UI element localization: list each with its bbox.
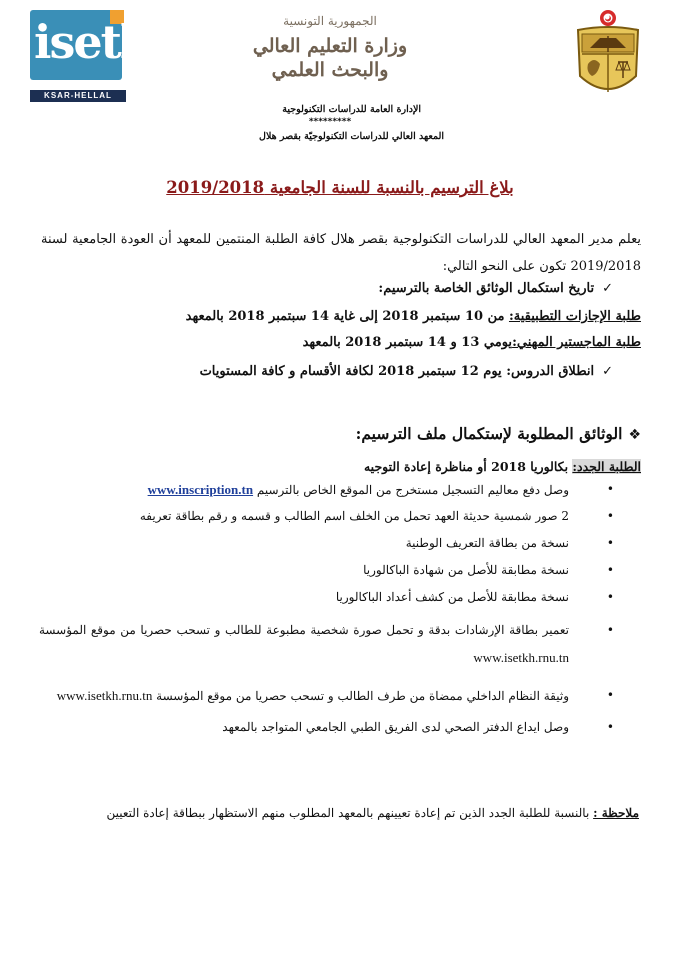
new-students-line: [364, 459, 641, 474]
institute-url[interactable]: www.isetkh.rnu.tn: [473, 650, 569, 665]
check-icon: ✓: [602, 281, 613, 296]
documents-heading-text: الوثائق المطلوبة لإستكمال ملف الترسيم:: [355, 424, 623, 443]
ministry-name: [220, 34, 440, 82]
licence-dates: [186, 309, 641, 324]
list-item: • نسخة من بطاقة التعريف الوطنية: [39, 536, 569, 550]
institute-logo: [30, 10, 182, 102]
ministry-line-2: والبحث العلمي: [271, 59, 389, 81]
intro-paragraph: يعلم مدير المعهد العالي للدراسات التكنولوجية بقصر هلال كافة الطلبة المنتمين للمعهد أن العودة الجامعية لسنة 2019/2018 تكون على النحو التالي:: [41, 232, 641, 274]
list-item: • وثيقة النظام الداخلي ممضاة من طرف الطالب و تسحب حصريا من موقع المؤسسة www.isetkh.rnu.tn: [39, 682, 569, 710]
list-item: • وصل ايداع الدفتر الصحي لدى الفريق الطبي الجامعي المتواجد بالمعهد: [39, 720, 569, 734]
licence-text: من 10 سبتمبر 2018 إلى غاية 14 سبتمبر 2018 بالمعهد: [185, 309, 509, 324]
schedule-heading-text: تاريخ استكمال الوثائق الخاصة بالترسيم:: [378, 281, 595, 296]
classes-start: [200, 364, 613, 379]
page-title: بلاغ الترسيم بالنسبة للسنة الجامعية 2019/2018: [166, 178, 514, 197]
institute-url[interactable]: www.isetkh.rnu.tn: [56, 688, 153, 703]
check-icon: ✓: [602, 364, 613, 379]
new-students-label: الطلبة الجدد:: [572, 459, 641, 474]
list-item: • نسخة مطابقة للأصل من كشف أعداد الباكالوريا: [39, 590, 569, 604]
schedule-heading: [378, 281, 613, 296]
master-label: طلبة الماجستير المهني:: [512, 335, 641, 350]
tunisia-emblem-icon: [570, 6, 646, 102]
inscription-link[interactable]: www.inscription.tn: [147, 482, 254, 497]
note-label: ملاحظة :: [593, 806, 639, 820]
logo-mark: isetkh: [34, 15, 182, 69]
classes-start-text: انطلاق الدروس: يوم 12 سبتمبر 2018 لكافة الأقسام و كافة المستويات: [199, 364, 595, 379]
master-text: يومي 13 و 14 سبتمبر 2018 بالمعهد: [302, 335, 513, 350]
note-text: بالنسبة للطلبة الجدد الذين تم إعادة تعيينهم بالمعهد المطلوب منهم الاستظهار ببطاقة إعادة التعيين: [106, 806, 594, 820]
diamond-bullet-icon: ❖: [628, 427, 641, 443]
documents-list: [39, 482, 569, 734]
department-name: الإدارة العامة للدراسات التكنولوجية: [282, 104, 421, 115]
list-item: • وصل دفع معاليم التسجيل مستخرج من الموقع الخاص بالترسيم www.inscription.tn: [39, 482, 569, 498]
list-item: • تعمير بطاقة الإرشادات بدقة و تحمل صورة شخصية مطبوعة للطالب و تسحب حصريا من موقع المؤسسة www.isetkh.rnu.tn: [39, 617, 569, 672]
institute-name: المعهد العالي للدراسات التكنولوجيّة بقصر هلال: [259, 131, 444, 142]
republic-label: الجمهورية التونسية: [283, 14, 377, 28]
note-paragraph: [39, 798, 639, 828]
documents-heading: [356, 424, 641, 443]
list-item: • 2 صور شمسية حديثة العهد تحمل من الخلف اسم الطالب و قسمه و رقم بطاقة تعريفه: [39, 509, 569, 523]
new-students-text: بكالوريا 2018 أو مناظرة إعادة التوجيه: [363, 459, 573, 474]
ministry-line-1: وزارة التعليم العالي: [252, 35, 408, 57]
logo-caption: KSAR-HELLAL: [30, 90, 126, 102]
separator-stars: *********: [308, 117, 352, 127]
licence-label: طلبة الإجازات التطبيقية:: [508, 309, 641, 324]
list-item: • نسخة مطابقة للأصل من شهادة الباكالوريا: [39, 563, 569, 577]
master-dates: [303, 335, 641, 350]
